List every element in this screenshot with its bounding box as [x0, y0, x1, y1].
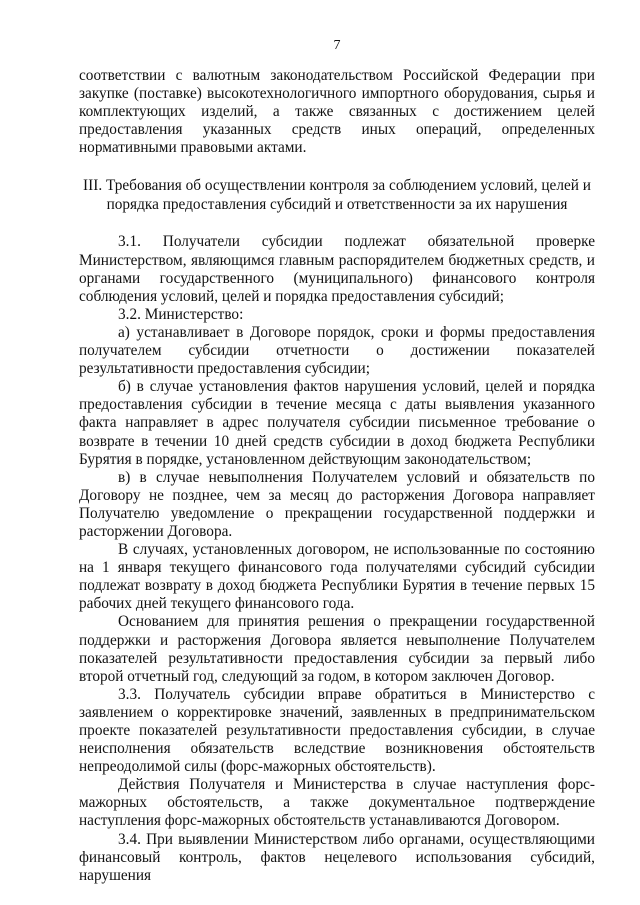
paragraph-3-2-b: б) в случае установления фактов нарушения условий, целей и порядка предоставления субсидии в течение месяца с даты выявления указанного факта направляет в адрес получателя субсидии письменное требование о возврате в течении 10 дней средств субсидии в доход бюджета Республики Бурятия в порядке, установленном действующим законодательством;: [79, 378, 595, 468]
paragraph-3-4: 3.4. При выявлении Министерством либо органами, осуществляющими финансовый контроль, фактов нецелевого использования субсидий, нарушения: [79, 830, 595, 884]
paragraph-continuation: соответствии с валютным законодательством Российской Федерации при закупке (поставке) высокотехнологичного импортного оборудования, сырья и комплектующих изделий, а также связанных с достижением целей предоставления указанных средств иных операций, определенных нормативными правовыми актами.: [79, 67, 595, 157]
paragraph-unused-subsidies: В случаях, установленных договором, не использованные по состоянию на 1 января текущего финансового года получателями субсидий субсидии подлежат возврату в доход бюджета Республики Бурятия в течение первых 15 рабочих дней текущего финансового года.: [79, 541, 595, 613]
document-page: [79, 38, 595, 885]
section-heading: III. Требования об осуществлении контроля за соблюдением условий, целей и порядка предоставления субсидий и ответственности за их нарушения: [83, 177, 591, 214]
paragraph-force-majeure: Действия Получателя и Министерства в случае наступления форс-мажорных обстоятельств, а также документальное подтверждение наступления форс-мажорных обстоятельств устанавливаются Договором.: [79, 776, 595, 830]
paragraph-3-2-a: а) устанавливает в Договоре порядок, сроки и формы предоставления получателем субсидии отчетности о достижении показателей результативности предоставления субсидии;: [79, 323, 595, 378]
paragraph-3-2-v: в) в случае невыполнения Получателем условий и обязательств по Договору не позднее, чем за месяц до расторжения Договора направляет Получателю уведомление о прекращении государственной поддержки и расторжении Договора.: [79, 468, 595, 540]
paragraph-termination-grounds: Основанием для принятия решения о прекращении государственной поддержки и расторжения Договора является невыполнение Получателем показателей результативности предоставления субсидии за первый либо второй отчетный год, следующий за годом, в котором заключен Договор.: [79, 613, 595, 685]
page-number: 7: [333, 38, 341, 53]
paragraph-3-1: 3.1. Получатели субсидии подлежат обязательной проверке Министерством, являющимся главным распорядителем бюджетных средств, и органами государственного (муниципального) финансового контроля соблюдения условий, целей и порядка предоставления субсидий;: [79, 233, 595, 305]
paragraph-3-3: 3.3. Получатель субсидии вправе обратиться в Министерство с заявлением о корректировке значений, заявленных в предпринимательском проекте показателей результативности предоставления субсидии, в случае неисполнения обязательств вследствие возникновения обстоятельств непреодолимой силы (форс-мажорных обстоятельств).: [79, 685, 595, 776]
paragraph-3-2: 3.2. Министерство:: [118, 305, 244, 323]
